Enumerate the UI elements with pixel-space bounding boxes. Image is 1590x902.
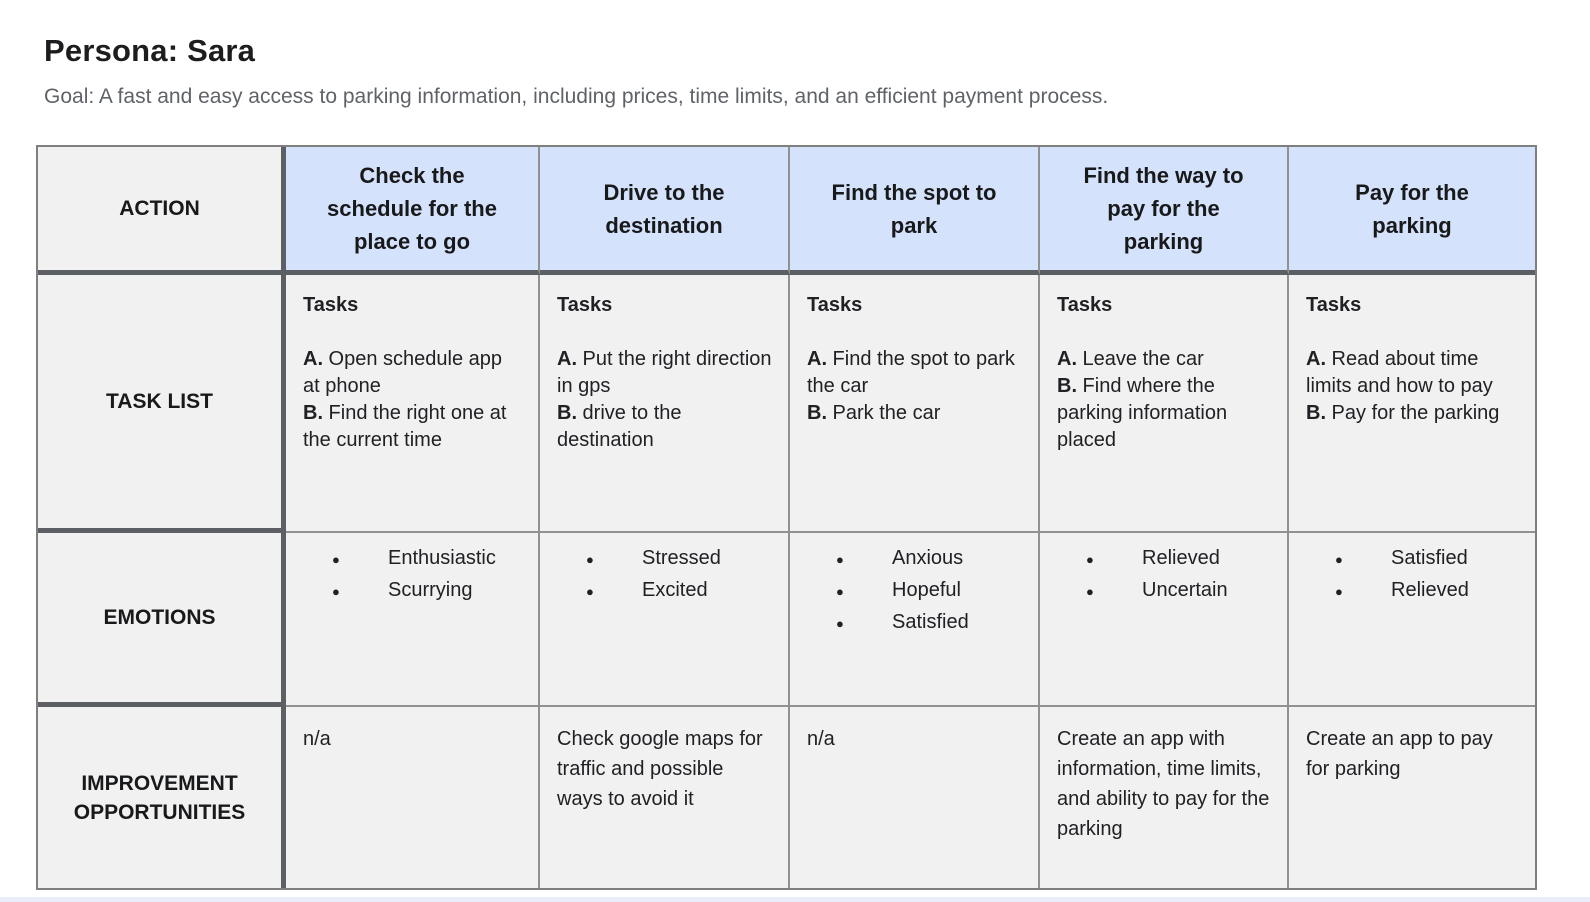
tasks-title: Tasks: [807, 294, 863, 316]
emotion-text: Satisfied: [892, 611, 969, 633]
stage-header-find-spot-to-park[interactable]: Find the spot to park: [790, 147, 1040, 275]
task-item: [303, 346, 524, 400]
emotions-cell-1[interactable]: [286, 533, 540, 707]
emotion-item: [1289, 575, 1531, 607]
bullet-icon: ●: [836, 552, 844, 567]
task-item: [1057, 373, 1273, 454]
task-item: [807, 400, 1024, 427]
emotion-text: Satisfied: [1391, 547, 1468, 569]
emotion-item: [790, 575, 1034, 607]
task-text: Pay for the parking: [1326, 402, 1500, 424]
bullet-icon: ●: [1335, 584, 1343, 599]
emotion-text: Stressed: [642, 547, 721, 569]
stage-header-find-way-to-pay[interactable]: Find the way to pay for the parking: [1040, 147, 1289, 275]
task-label: B.: [1306, 402, 1326, 424]
task-text: Put the right direction in gps: [557, 348, 772, 397]
journey-map-table: [36, 145, 1537, 890]
emotion-text: Excited: [642, 579, 708, 601]
task-label: A.: [1306, 348, 1326, 370]
emotion-text: Scurrying: [388, 579, 473, 601]
persona-goal: Goal: A fast and easy access to parking information, including prices, time limits, and an efficient payment process.: [44, 85, 1109, 108]
bullet-icon: ●: [332, 584, 340, 599]
bullet-icon: ●: [1086, 584, 1094, 599]
emotions-cell-4[interactable]: [1040, 533, 1289, 707]
task-label: B.: [807, 402, 827, 424]
task-list-cell-4[interactable]: [1040, 275, 1289, 533]
improvement-cell-2[interactable]: Check google maps for traffic and possible ways to avoid it: [540, 707, 790, 888]
task-item: [807, 346, 1024, 400]
task-text: Find where the parking information placed: [1057, 375, 1228, 451]
improvement-cell-1[interactable]: n/a: [286, 707, 540, 888]
row-label-emotions[interactable]: EMOTIONS: [38, 533, 286, 707]
emotion-text: Hopeful: [892, 579, 961, 601]
emotion-item: [1040, 575, 1283, 607]
task-text: Read about time limits and how to pay: [1306, 348, 1493, 397]
task-label: A.: [557, 348, 577, 370]
task-list-cell-1[interactable]: [286, 275, 540, 533]
task-label: B.: [303, 402, 323, 424]
stage-header-check-schedule[interactable]: Check the schedule for the place to go: [286, 147, 540, 275]
improvement-cell-5[interactable]: Create an app to pay for parking: [1289, 707, 1535, 888]
emotion-item: [790, 607, 1034, 639]
tasks-title: Tasks: [1057, 294, 1113, 316]
row-label-action[interactable]: ACTION: [38, 147, 286, 275]
improvement-cell-4[interactable]: Create an app with information, time limits, and ability to pay for the parking: [1040, 707, 1289, 888]
task-text: Open schedule app at phone: [303, 348, 503, 397]
bullet-icon: ●: [836, 584, 844, 599]
task-item: [1306, 400, 1521, 427]
emotion-item: [790, 543, 1034, 575]
emotion-text: Enthusiastic: [388, 547, 496, 569]
task-label: B.: [1057, 375, 1077, 397]
tasks-title: Tasks: [303, 294, 359, 316]
bullet-icon: ●: [332, 552, 340, 567]
page-bottom-edge: [0, 897, 1590, 902]
emotion-text: Anxious: [892, 547, 964, 569]
task-text: Park the car: [827, 402, 941, 424]
emotions-cell-3[interactable]: [790, 533, 1040, 707]
emotion-text: Relieved: [1391, 579, 1469, 601]
emotion-item: [1040, 543, 1283, 575]
task-text: drive to the destination: [557, 402, 682, 451]
persona-title: Persona: Sara: [44, 33, 256, 68]
task-item: [557, 346, 774, 400]
stage-header-drive-to-destination[interactable]: Drive to the destination: [540, 147, 790, 275]
task-item: [1306, 346, 1521, 400]
task-list-cell-3[interactable]: [790, 275, 1040, 533]
task-item: [557, 400, 774, 454]
bullet-icon: ●: [586, 584, 594, 599]
emotions-cell-5[interactable]: [1289, 533, 1535, 707]
row-label-improvement-opportunities[interactable]: IMPROVEMENT OPPORTUNITIES: [38, 707, 286, 888]
bullet-icon: ●: [1086, 552, 1094, 567]
tasks-title: Tasks: [557, 294, 613, 316]
task-text: Find the right one at the current time: [303, 402, 507, 451]
task-item: [1057, 346, 1273, 373]
task-list-cell-5[interactable]: [1289, 275, 1535, 533]
improvement-cell-3[interactable]: n/a: [790, 707, 1040, 888]
bullet-icon: ●: [836, 616, 844, 631]
task-label: A.: [1057, 348, 1077, 370]
emotion-item: [286, 543, 534, 575]
task-item: [303, 400, 524, 454]
emotion-text: Relieved: [1142, 547, 1220, 569]
task-text: Find the spot to park the car: [807, 348, 1015, 397]
task-list-cell-2[interactable]: [540, 275, 790, 533]
emotion-item: [540, 543, 784, 575]
emotion-item: [540, 575, 784, 607]
task-text: Leave the car: [1077, 348, 1204, 370]
row-label-task-list[interactable]: TASK LIST: [38, 275, 286, 533]
emotions-cell-2[interactable]: [540, 533, 790, 707]
bullet-icon: ●: [586, 552, 594, 567]
emotion-text: Uncertain: [1142, 579, 1228, 601]
task-label: A.: [807, 348, 827, 370]
task-label: B.: [557, 402, 577, 424]
tasks-title: Tasks: [1306, 294, 1362, 316]
bullet-icon: ●: [1335, 552, 1343, 567]
stage-header-pay-for-parking[interactable]: Pay for the parking: [1289, 147, 1535, 275]
emotion-item: [1289, 543, 1531, 575]
emotion-item: [286, 575, 534, 607]
task-label: A.: [303, 348, 323, 370]
